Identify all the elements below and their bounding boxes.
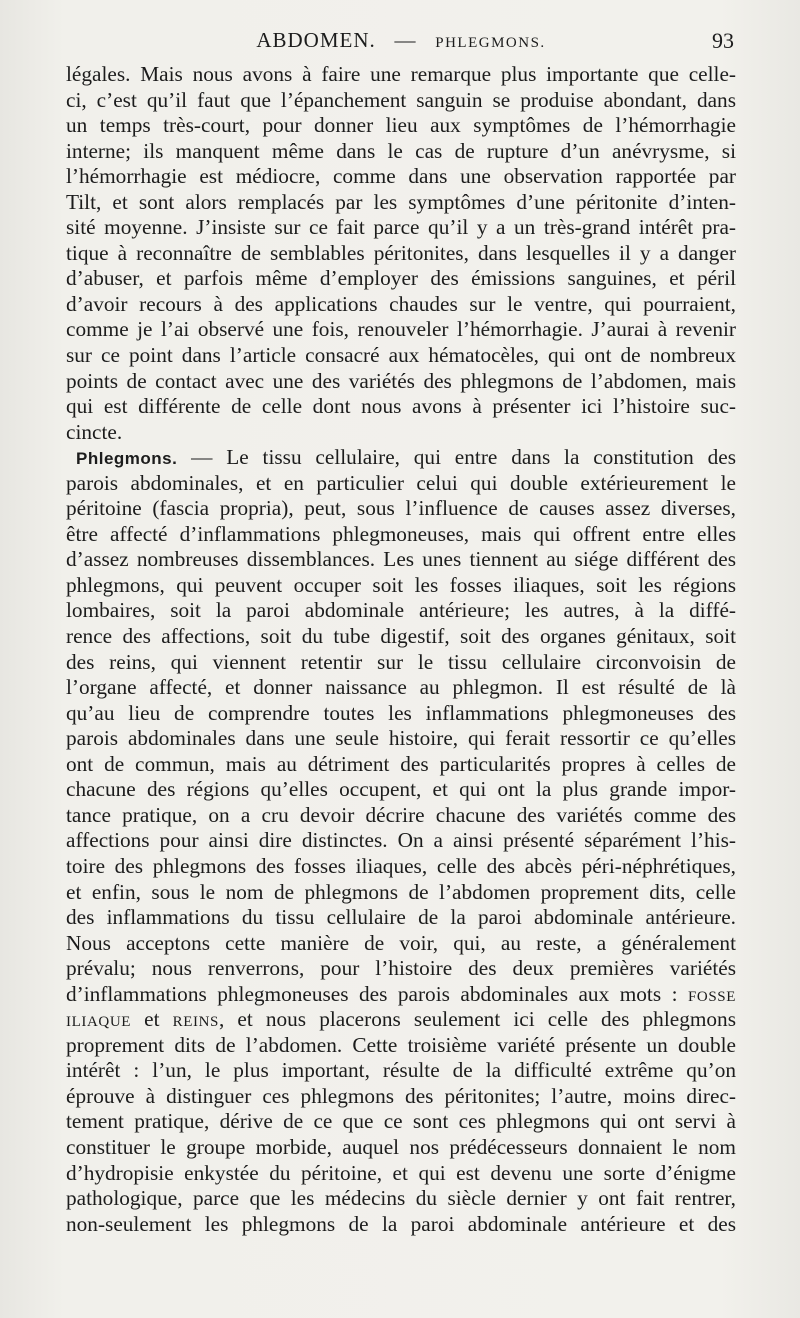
text-line-with-cross-reference	[66, 982, 736, 1008]
text-line: intérêt : l’un, le plus important, résulte de la difficulté extrême qu’on	[66, 1058, 736, 1083]
text-line: sur ce point dans l’article consacré aux hématocèles, qui ont de nombreux	[66, 343, 736, 368]
text-line: tance pratique, on a cru devoir décrire chacune des variétés comme des	[66, 802, 736, 827]
text-line: parois abdominales dans une seule histoire, qui ferait ressortir ce qu’elles	[66, 726, 736, 751]
text-line: tique à reconnaître de semblables péritonites, dans lesquelles il y a danger	[66, 240, 736, 265]
text-line: prévalu; nous renverrons, pour l’histoire des deux premières variétés	[66, 956, 736, 981]
text-line: Tilt, et sont alors remplacés par les symptômes d’une péritonite d’inten-	[66, 189, 736, 214]
text-line: comme je l’ai observé une fois, renouveler l’hémorrhagie. J’aurai à revenir	[66, 317, 736, 342]
text-line: chacune des régions qu’elles occupent, et qui ont la plus grande impor-	[66, 777, 736, 802]
text-line: d’hydropisie enkystée du péritoine, et qui est devenu une sorte d’énigme	[66, 1160, 736, 1185]
text-line: cincte.	[66, 419, 123, 444]
text-line: des inflammations du tissu cellulaire de la paroi abdominale antérieure.	[66, 905, 736, 930]
section-first-line-text: — Le tissu cellulaire, qui entre dans la constitution des	[177, 445, 736, 470]
text-line: qu’au lieu de comprendre toutes les inflammations phlegmoneuses des	[66, 700, 736, 725]
running-title	[66, 28, 736, 53]
text-segment: , et nous placerons seulement ici celle des phlegmons	[218, 1007, 736, 1032]
text-line: Nous acceptons cette manière de voir, qui, au reste, a généralement	[66, 930, 736, 955]
text-line: l’organe affecté, et donner naissance au phlegmon. Il est résulté de là	[66, 675, 736, 700]
text-line: proprement dits de l’abdomen. Cette troisième variété présente un double	[66, 1032, 736, 1057]
text-line: toire des phlegmons des fosses iliaques, celle des abcès péri-néphrétiques,	[66, 853, 736, 878]
text-line: pathologique, parce que les médecins du siècle dernier y ont fait rentrer,	[66, 1186, 736, 1211]
text-line: et enfin, sous le nom de phlegmons de l’abdomen proprement dits, celle	[66, 879, 736, 904]
running-title-separator: —	[394, 28, 417, 52]
text-line: ci, c’est qu’il faut que l’épanchement sanguin se produise abondant, dans	[66, 87, 736, 112]
text-line-with-cross-reference	[66, 1007, 736, 1033]
text-line: phlegmons, qui peuvent occuper soit les fosses iliaques, soit les régions	[66, 572, 736, 597]
text-line: affections pour ainsi dire distinctes. On a ainsi présenté séparément l’his-	[66, 828, 736, 853]
cross-reference-iliaque: ILIAQUE	[66, 1014, 132, 1031]
body-text	[66, 62, 736, 1237]
running-title-main: ABDOMEN.	[256, 28, 376, 52]
text-line: parois abdominales, et en particulier celui qui double extérieurement le	[66, 470, 736, 495]
text-line: d’avoir recours à des applications chaudes sur le ventre, qui pourraient,	[66, 291, 736, 316]
section-heading: Phlegmons.	[76, 449, 178, 469]
text-line: d’assez nombreuses dissemblances. Les unes tiennent au siége différent des	[66, 547, 736, 572]
text-line: qui est différente de celle dont nous avons à présenter ici l’histoire suc-	[66, 394, 736, 419]
text-line: des reins, qui viennent retentir sur le tissu cellulaire circonvoisin de	[66, 649, 736, 674]
text-line: interne; ils manquent même dans le cas de rupture d’un anévrysme, si	[66, 138, 736, 163]
text-line: non-seulement les phlegmons de la paroi abdominale antérieure et des	[66, 1211, 736, 1236]
text-segment: d’inflammations phlegmoneuses des parois abdominales aux mots :	[66, 981, 678, 1006]
text-line: lombaires, soit la paroi abdominale antérieure; les autres, à la diffé-	[66, 598, 736, 623]
text-line: d’abuser, et parfois même d’employer des émissions sanguines, et péril	[66, 266, 736, 291]
text-line: points de contact avec une des variétés des phlegmons de l’abdomen, mais	[66, 368, 736, 393]
text-line: rence des affections, soit du tube digestif, soit des organes génitaux, soit	[66, 624, 736, 649]
text-line: constituer le groupe morbide, auquel nos prédécesseurs donnaient le nom	[66, 1134, 736, 1159]
cross-reference-reins: REINS	[172, 1014, 219, 1031]
running-head	[66, 28, 736, 58]
cross-reference-fosse: FOSSE	[687, 988, 736, 1005]
text-line: l’hémorrhagie est médiocre, comme dans une observation rapportée par	[66, 164, 736, 189]
text-line: ont de commun, mais au détriment des particularités propres à celles de	[66, 751, 736, 776]
page-number: 93	[712, 28, 734, 53]
text-line: éprouve à distinguer ces phlegmons des péritonites; l’autre, moins direc-	[66, 1083, 736, 1108]
running-title-sub: PHLEGMONS.	[435, 35, 546, 51]
text-line: péritoine (fascia propria), peut, sous l’influence de causes assez diverses,	[66, 496, 736, 521]
section-first-line	[66, 445, 736, 471]
text-line: un temps très-court, pour donner lieu aux symptômes de l’hémorrhagie	[66, 113, 736, 138]
text-segment: et	[131, 1007, 173, 1032]
text-line: sité moyenne. J’insiste sur ce fait parce qu’il y a un très-grand intérêt pra-	[66, 215, 736, 240]
text-line: légales. Mais nous avons à faire une remarque plus importante que celle-	[66, 62, 736, 86]
text-line: être affecté d’inflammations phlegmoneuses, mais qui offrent entre elles	[66, 521, 736, 546]
text-line: tement pratique, dérive de ce que ce sont ces phlegmons qui ont servi à	[66, 1109, 736, 1134]
